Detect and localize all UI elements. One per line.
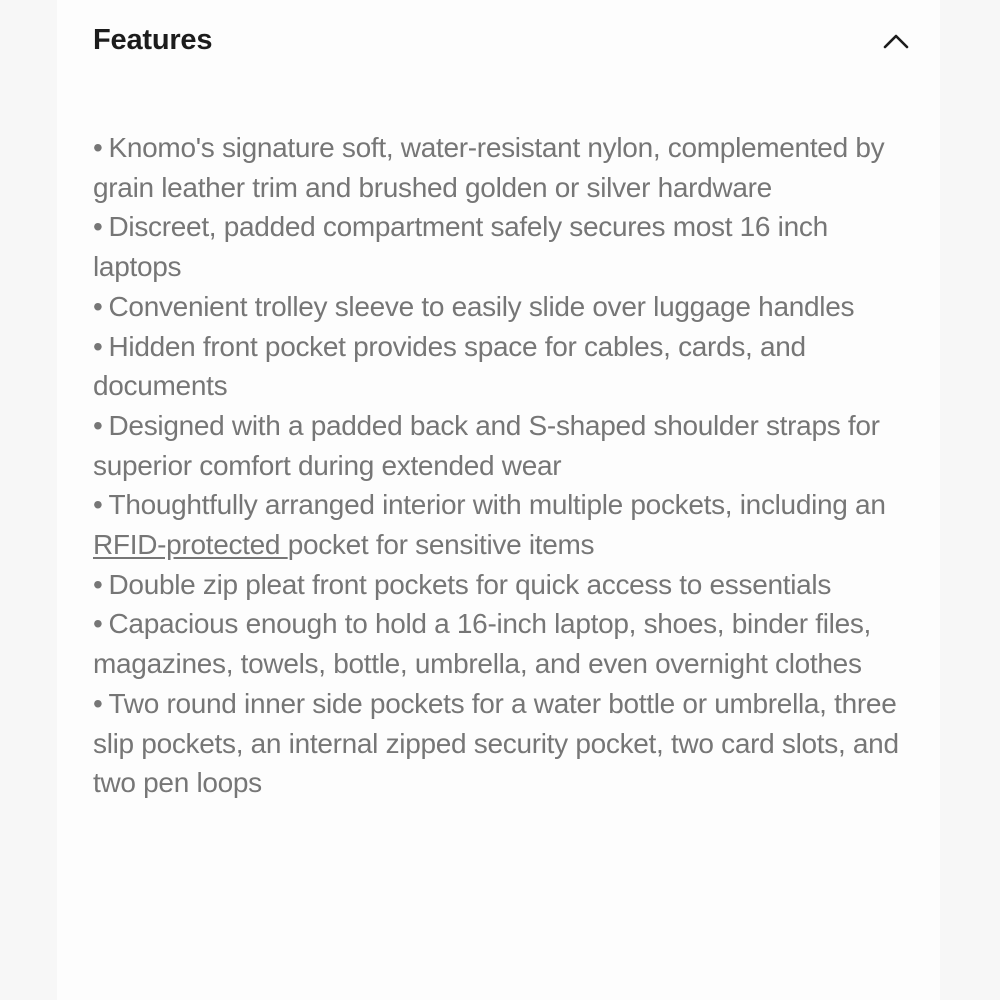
feature-item: • Convenient trolley sleeve to easily slide over luggage handles (93, 290, 855, 322)
feature-item: • Two round inner side pockets for a water bottle or umbrella, three slip pockets, an internal zipped security pocket, two card slots, and two pen loops (93, 687, 899, 799)
section-title: Features (93, 24, 213, 56)
feature-item: • Discreet, padded compartment safely secures most 16 inch laptops (93, 211, 828, 283)
rfid-protected-link[interactable]: RFID-protected (93, 529, 288, 561)
features-header[interactable] (93, 0, 913, 90)
chevron-up-icon[interactable] (879, 26, 913, 56)
feature-item: • Hidden front pocket provides space for cables, cards, and documents (93, 330, 806, 402)
feature-item: • Double zip pleat front pockets for quick access to essentials (93, 568, 832, 600)
feature-item: • Designed with a padded back and S-shaped shoulder straps for superior comfort during extended wear (93, 409, 880, 481)
feature-item: • Knomo's signature soft, water-resistant nylon, complemented by grain leather trim and brushed golden or silver hardware (93, 132, 885, 203)
features-list (93, 128, 923, 803)
feature-item: • Thoughtfully arranged interior with multiple pockets, including an RFID-protected pocket for sensitive items (93, 489, 886, 561)
features-panel (57, 0, 940, 1000)
feature-item: • Capacious enough to hold a 16-inch laptop, shoes, binder files, magazines, towels, bottle, umbrella, and even overnight clothes (93, 608, 872, 680)
